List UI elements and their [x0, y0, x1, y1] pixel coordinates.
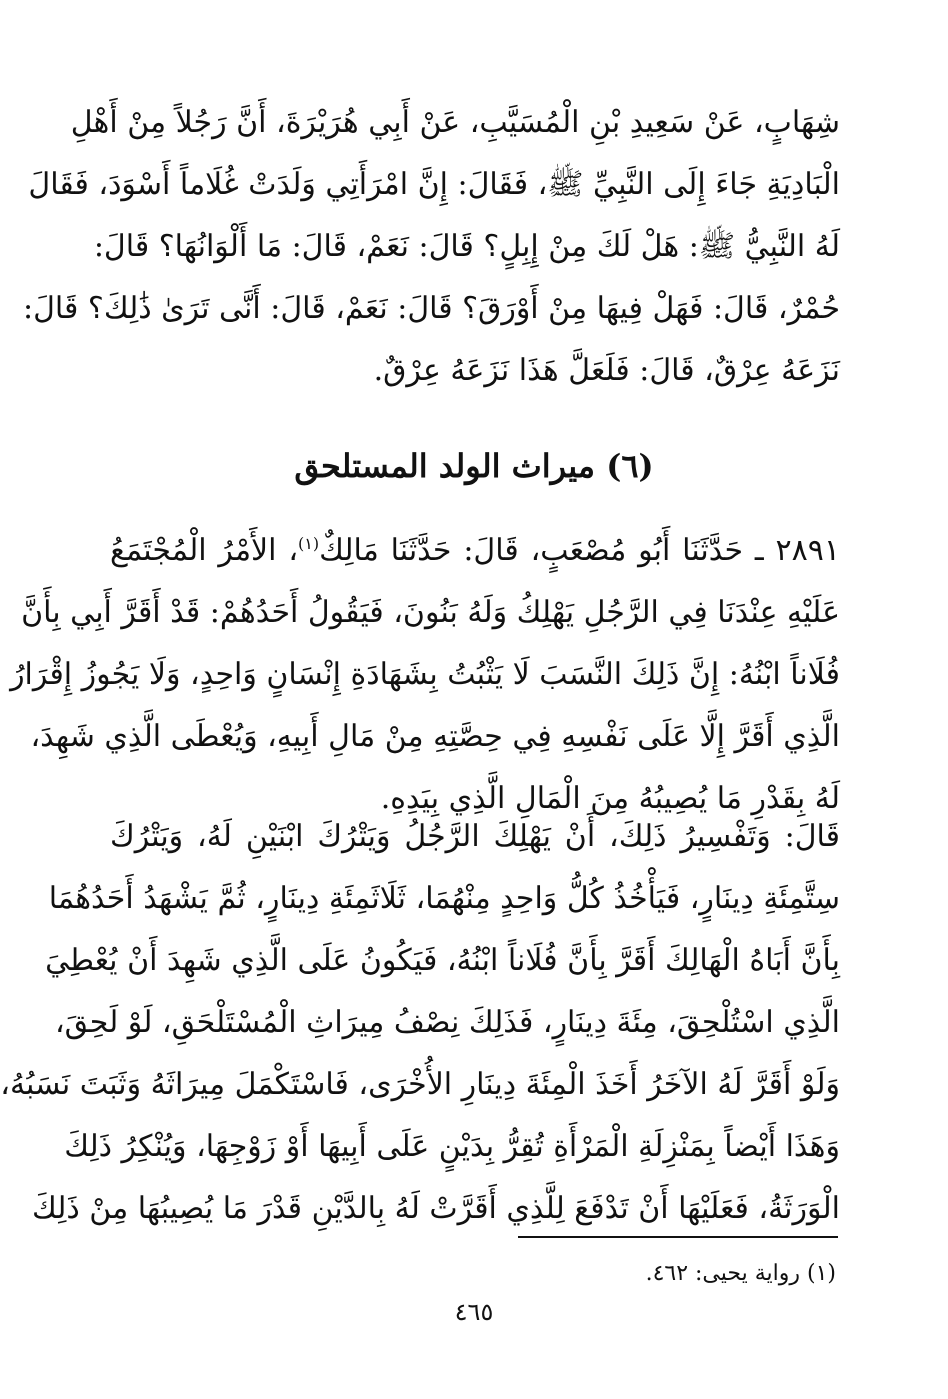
continued-paragraph — [22, 92, 840, 402]
hadith-opening-tail: ، الأَمْرُ الْمُجْتَمَعُ — [110, 533, 299, 568]
hadith-opening: ٢٨٩١ ـ حَدَّثَنَا أَبُو مُصْعَبٍ، قَالَ: حَدَّثَنَا مَالِكٌ — [319, 533, 840, 568]
text-line: سِتَّمِئَةِ دِينَارٍ، فَيَأْخُذُ كُلُّ وَاحِدٍ مِنْهُمَا، ثَلَاثَمِئَةِ دِينَارٍ، ثُمَّ يَشْهَدُ أَحَدُهُمَا — [48, 881, 840, 916]
footnote: (١) رواية يحيى: ٤٦٢. — [645, 1261, 836, 1286]
text-line: الْبَادِيَةِ جَاءَ إِلَى النَّبِيِّ ﷺ، فَقَالَ: إِنَّ امْرَأَتِي وَلَدَتْ غُلَاماً أَسْوَدَ، فَقَالَ — [28, 167, 840, 202]
text-line: عَلَيْهِ عِنْدَنَا فِي الرَّجُلِ يَهْلِكُ وَلَهُ بَنُونَ، فَيَقُولُ أَحَدُهُمْ: قَدْ أَقَرَّ أَبِي بِأَنَّ — [21, 595, 840, 630]
footnote-marker: (١) — [298, 534, 320, 553]
text-line: فُلَاناً ابْنُهُ: إِنَّ ذَلِكَ النَّسَبَ لَا يَثْبُتُ بِشَهَادَةِ إِنْسَانٍ وَاحِدٍ، وَلَا يَجُوزُ إِقْرَارُ — [10, 657, 840, 692]
text-line: الْوَرَثَةُ، فَعَلَيْهَا أَنْ تَدْفَعَ لِلَّذِي أَقَرَّتْ لَهُ بِالدَّيْنِ قَدْرَ مَا يُصِيبُهَا مِنْ ذَلِكَ — [31, 1191, 840, 1226]
section-heading: (٦) ميراث الولد المستلحق — [294, 447, 654, 485]
hadith-paragraph — [10, 520, 840, 830]
tafsir-paragraph — [0, 806, 840, 1240]
text-line: بِأَنَّ أَبَاهُ الْهَالِكَ أَقَرَّ بِأَنَّ فُلَاناً ابْنُهُ، فَيَكُونُ عَلَى الَّذِي شَهِدَ أَنْ يُعْطِيَ — [45, 943, 840, 978]
text-line — [110, 520, 840, 582]
text-line: وَهَذَا أَيْضاً بِمَنْزِلَةِ الْمَرْأَةِ تُقِرُّ بِدَيْنٍ عَلَى أَبِيهَا أَوْ زَوْجِهَا، وَيُنْكِرُ ذَلِكَ — [64, 1129, 840, 1164]
text-line: الَّذِي اسْتُلْحِقَ، مِئَةَ دِينَارٍ، فَذَلِكَ نِصْفُ مِيرَاثِ الْمُسْتَلْحَقِ، لَوْ لَحِقَ، — [55, 1005, 840, 1040]
page-number: ٤٦٥ — [454, 1298, 494, 1326]
text-line: لَهُ بِقَدْرِ مَا يُصِيبُهُ مِنَ الْمَالِ الَّذِي بِيَدِهِ. — [380, 781, 840, 816]
text-line: وَلَوْ أَقَرَّ لَهُ الآخَرُ أَخَذَ الْمِئَةَ دِينَارِ الأُخْرَى، فَاسْتَكْمَلَ مِيرَاثَهُ وَثَبَتَ نَسَبُهُ، — [0, 1067, 840, 1102]
text-line: قَالَ: وَتَفْسِيرُ ذَلِكَ، أَنْ يَهْلِكَ الرَّجُلُ وَيَتْرُكَ ابْنَيْنِ لَهُ، وَيَتْرُكَ — [110, 819, 840, 854]
text-line: نَزَعَهُ عِرْقٌ، قَالَ: فَلَعَلَّ هَذَا نَزَعَهُ عِرْقٌ. — [373, 353, 840, 388]
footnote-divider — [518, 1236, 838, 1238]
text-line: الَّذِي أَقَرَّ إِلَّا عَلَى نَفْسِهِ فِي حِصَّتِهِ مِنْ مَالِ أَبِيهِ، وَيُعْطَى الَّذِي شَهِدَ، — [30, 719, 840, 754]
text-line: شِهَابٍ، عَنْ سَعِيدِ بْنِ الْمُسَيَّبِ، عَنْ أَبِي هُرَيْرَةَ، أَنَّ رَجُلاً مِنْ أَهْلِ — [70, 105, 840, 140]
text-line: لَهُ النَّبِيُّ ﷺ: هَلْ لَكَ مِنْ إِبِلٍ؟ قَالَ: نَعَمْ، قَالَ: مَا أَلْوَانُهَا؟ قَالَ: — [93, 229, 840, 264]
text-line: حُمْرٌ، قَالَ: فَهَلْ فِيهَا مِنْ أَوْرَقَ؟ قَالَ: نَعَمْ، قَالَ: أَنَّى تَرَىٰ ذَٰلِكَ؟ قَالَ: — [22, 291, 840, 326]
